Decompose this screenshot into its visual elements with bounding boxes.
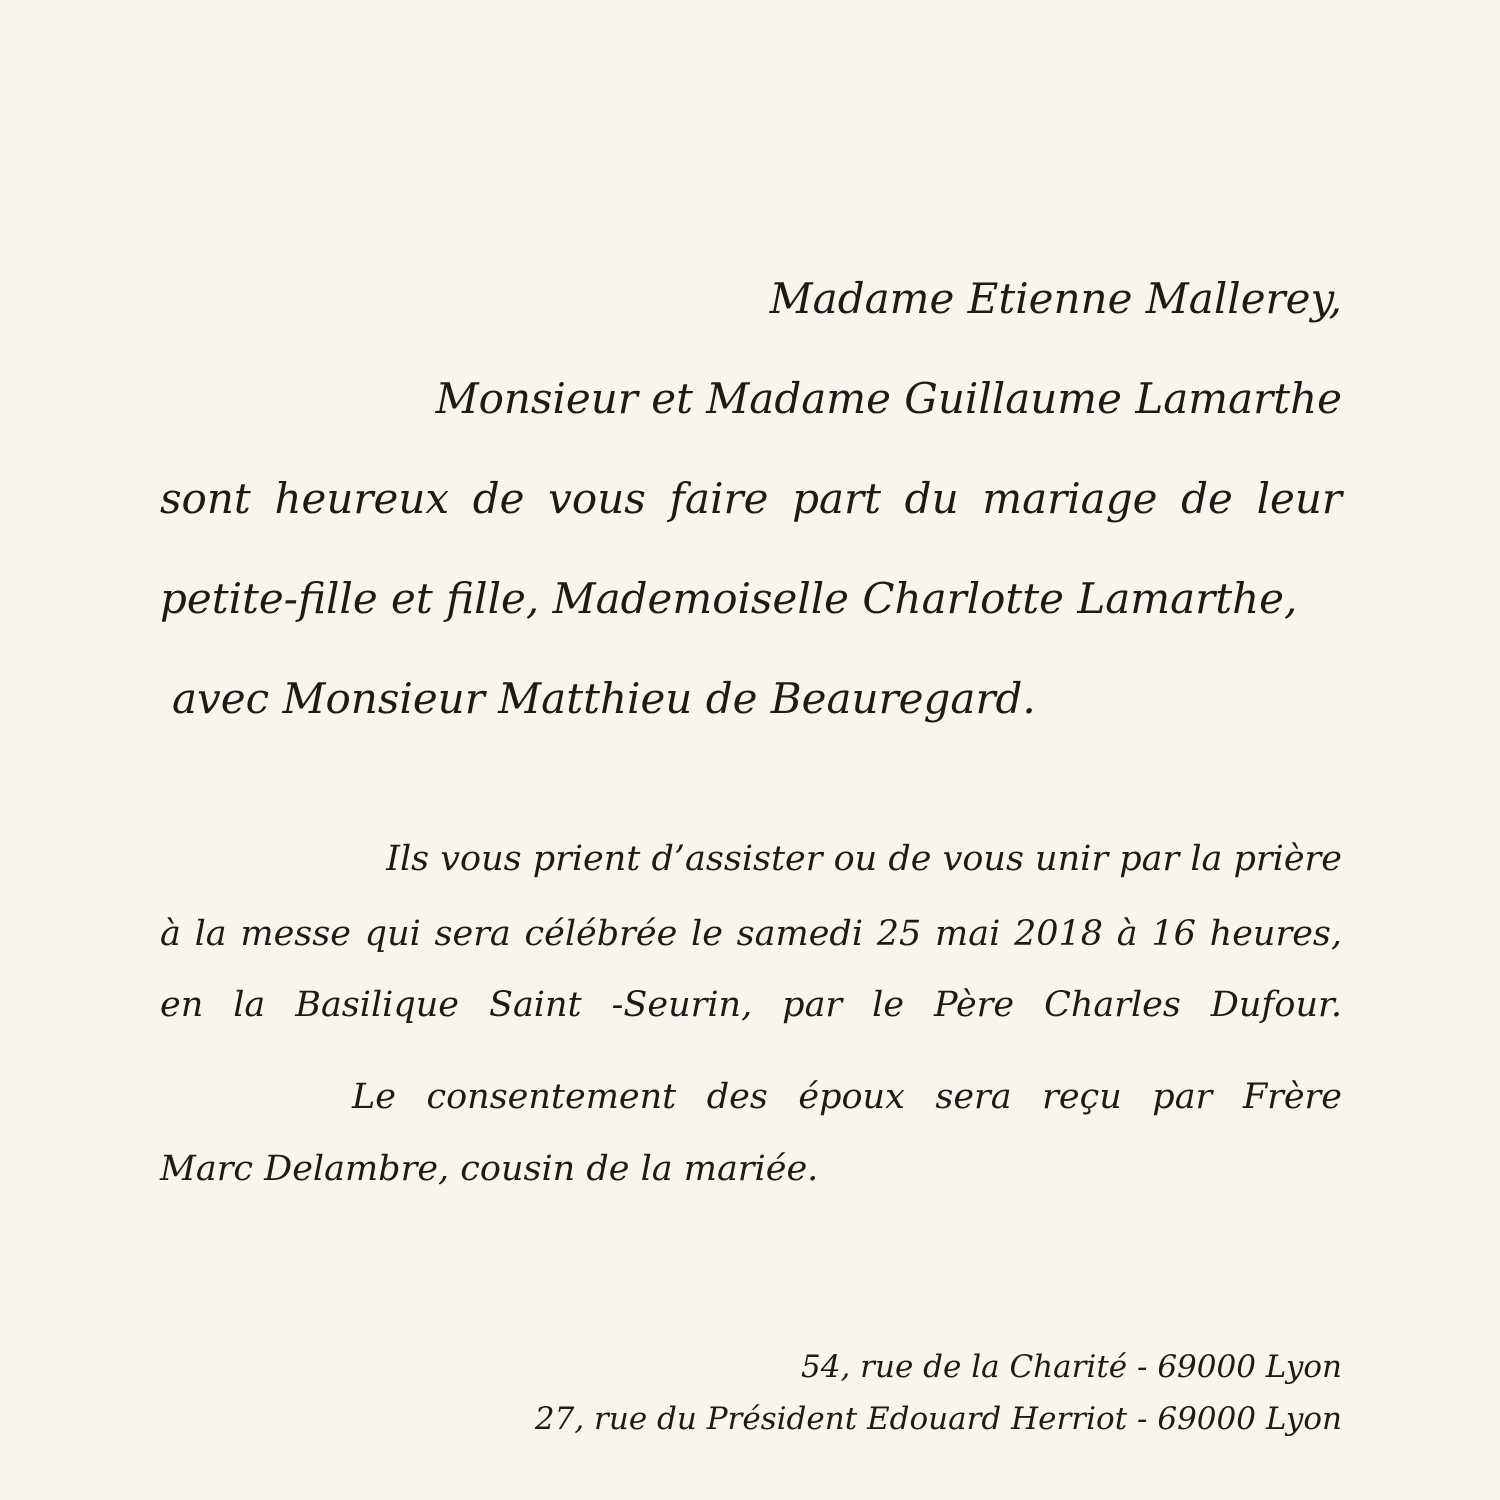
- ceremony-line-4: Le consentement des époux sera reçu par Frère: [352, 1077, 1342, 1117]
- announcement-line-4: petite-fille et fille, Mademoiselle Charlotte Lamarthe,: [160, 574, 1298, 623]
- ceremony-line-2: à la messe qui sera célébrée le samedi 25 mai 2018 à 16 heures,: [160, 914, 1342, 954]
- announcement-line-1: Madame Etienne Mallerey,: [769, 274, 1342, 323]
- announcement-line-2: Monsieur et Madame Guillaume Lamarthe: [435, 374, 1342, 423]
- ceremony-line-1: Ils vous prient d’assister ou de vous unir par la prière: [386, 839, 1342, 879]
- ceremony-line-3: en la Basilique Saint -Seurin, par le Père Charles Dufour.: [160, 985, 1342, 1025]
- ceremony-line-5: Marc Delambre, cousin de la mariée.: [160, 1149, 819, 1189]
- announcement-line-3: sont heureux de vous faire part du mariage de leur: [160, 474, 1342, 523]
- address-line-1: 54, rue de la Charité - 69000 Lyon: [801, 1349, 1342, 1385]
- announcement-line-5: avec Monsieur Matthieu de Beauregard.: [172, 674, 1036, 723]
- address-line-2: 27, rue du Président Edouard Herriot - 69000 Lyon: [534, 1401, 1342, 1437]
